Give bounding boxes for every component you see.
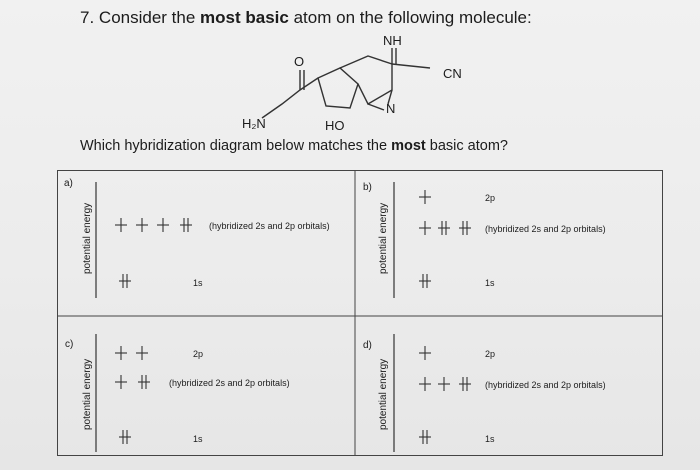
- orbital-c-h1: [115, 375, 127, 389]
- orbital-d-h1: [419, 377, 431, 391]
- question-number: 7.: [80, 8, 95, 27]
- orbital-c-1s: [119, 430, 131, 444]
- orbital-b-h3: [459, 221, 471, 235]
- orbital-c-2p2: [136, 346, 148, 360]
- orbital-b-1s: [419, 274, 431, 288]
- panel-a-core-label: 1s: [193, 278, 203, 288]
- question-prefix: Consider the: [98, 8, 196, 27]
- panel-c-hybrid-label: (hybridized 2s and 2p orbitals): [169, 378, 290, 388]
- orbital-a-h2: [136, 218, 148, 232]
- subtitle-bold: most: [391, 138, 426, 154]
- panel-d-label: d): [363, 340, 372, 351]
- panel-c-label: c): [65, 339, 74, 350]
- panel-a-hybrid-label: (hybridized 2s and 2p orbitals): [209, 221, 330, 231]
- subtitle-suffix: basic atom?: [429, 138, 508, 154]
- subtitle-prefix: Which hybridization diagram below matches the: [80, 138, 388, 154]
- orbital-b-2p: [419, 190, 431, 204]
- panel-a-label: a): [64, 178, 73, 189]
- orbital-d-h3: [459, 377, 471, 391]
- panel-d-core-label: 1s: [485, 434, 495, 444]
- orbital-d-2p: [419, 346, 431, 360]
- panel-b-axis-label: potential energy: [378, 202, 389, 274]
- question-suffix: atom on the following molecule:: [293, 8, 532, 27]
- mol-label-ho: HO: [325, 118, 345, 133]
- panel-d-axis-label: potential energy: [378, 358, 389, 430]
- panel-c-axis-label: potential energy: [82, 358, 93, 430]
- panel-b-p-label: 2p: [485, 193, 496, 203]
- orbital-a-1s: [119, 274, 131, 288]
- panel-a-axis-label: potential energy: [82, 202, 93, 274]
- panel-b-hybrid-label: (hybridized 2s and 2p orbitals): [485, 224, 606, 234]
- orbital-b-h2: [438, 221, 450, 235]
- panel-c-core-label: 1s: [193, 434, 203, 444]
- mol-label-h2n: H₂N: [242, 116, 266, 131]
- panel-d-p-label: 2p: [485, 349, 496, 359]
- panel-c-p-label: 2p: [193, 349, 204, 359]
- mol-label-nh: NH: [383, 33, 402, 48]
- mol-label-cn: CN: [443, 66, 462, 81]
- orbital-c-h2: [138, 375, 150, 389]
- orbital-b-h1: [419, 221, 431, 235]
- orbital-d-h2: [438, 377, 450, 391]
- orbital-c-2p1: [115, 346, 127, 360]
- question-bold: most basic: [200, 8, 289, 27]
- mol-label-o: O: [294, 54, 305, 69]
- orbital-a-h1: [115, 218, 127, 232]
- panel-b-label: b): [363, 182, 372, 193]
- panel-b-core-label: 1s: [485, 278, 495, 288]
- orbital-d-1s: [419, 430, 431, 444]
- orbital-a-h4: [180, 218, 192, 232]
- orbital-a-h3: [157, 218, 169, 232]
- panel-d-hybrid-label: (hybridized 2s and 2p orbitals): [485, 380, 606, 390]
- mol-label-n: N: [386, 101, 396, 116]
